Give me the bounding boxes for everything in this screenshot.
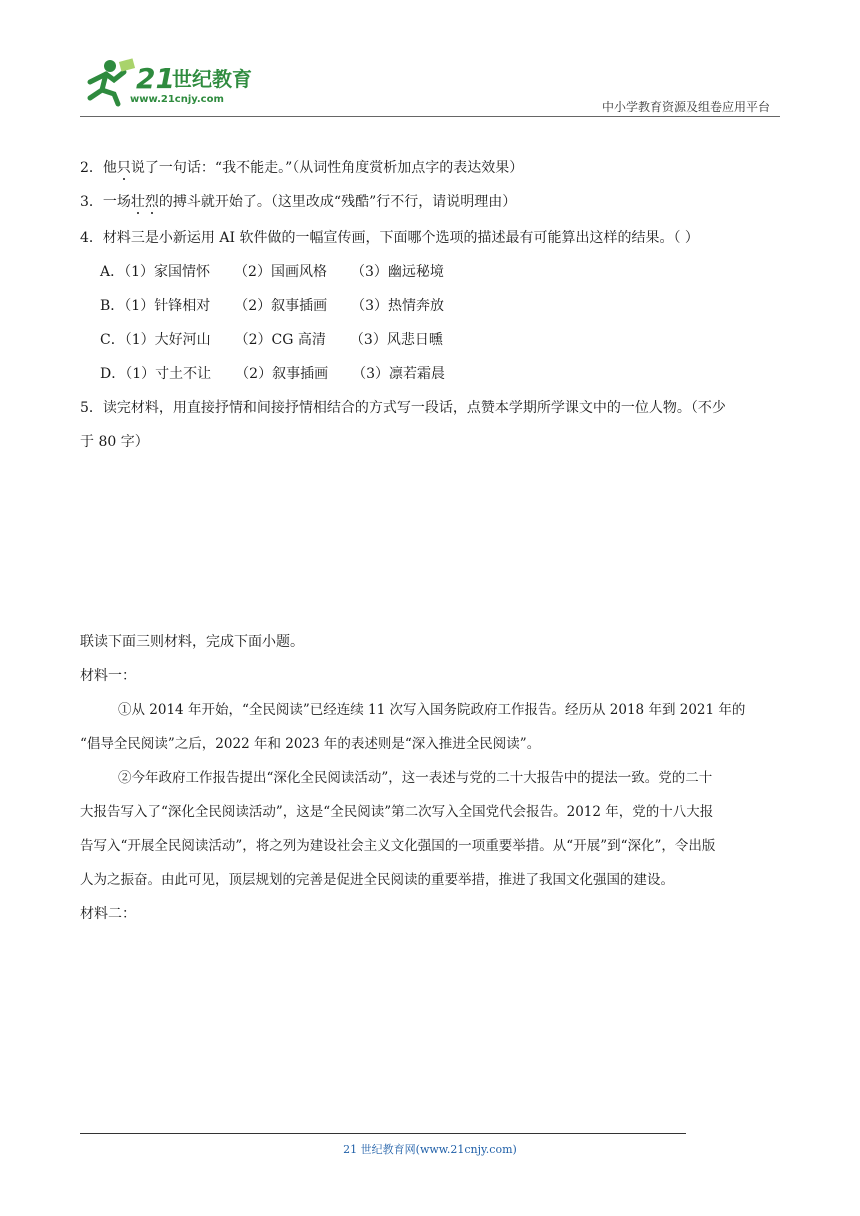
- dotted-char: 烈: [144, 194, 159, 210]
- logo-url: www.21cnjy.com: [130, 94, 224, 105]
- dotted-char: 壮: [130, 194, 145, 210]
- option-b[interactable]: B．（1）针锋相对 （2）叙事插画 （3）热情奔放: [100, 298, 445, 314]
- material-1-para2-line2: 大报告写入了“深化全民阅读活动”，这是“全民阅读”第二次写入全国党代会报告。2012 年，党的十八大报: [80, 804, 714, 820]
- material-1-para1-line2: “倡导全民阅读”之后，2022 年和 2023 年的表述则是“深入推进全民阅读”。: [80, 736, 541, 752]
- option-d[interactable]: D．（1）寸土不让 （2）叙事插画 （3）凛若霜晨: [100, 366, 445, 382]
- header-divider: [80, 116, 780, 117]
- question-5-line2: 于 80 字）: [80, 434, 149, 450]
- material-1-para2-line3: 告写入“开展全民阅读活动”，将之列为建设社会主义文化强国的一项重要举措。从“开展”到“深化”，令出版: [80, 838, 716, 854]
- logo-name: 世纪教育: [172, 67, 252, 91]
- footer-link[interactable]: 21 世纪教育网(www.21cnjy.com): [343, 1143, 517, 1156]
- logo-number: 21: [136, 62, 175, 95]
- question-3: 3．一场壮烈的搏斗就开始了。（这里改成“残酷”行不行，请说明理由）: [80, 194, 517, 210]
- option-a[interactable]: A．（1）家国情怀 （2）国画风格 （3）幽远秘境: [100, 264, 444, 280]
- dotted-char: 只: [116, 160, 131, 176]
- question-5-line1: 5．读完材料，用直接抒情和间接抒情相结合的方式写一段话，点赞本学期所学课文中的一位人物。（不少: [80, 400, 726, 416]
- footer-divider: [80, 1133, 686, 1134]
- runner-icon: [80, 52, 260, 108]
- material-1-para1-line1: ①从 2014 年开始，“全民阅读”已经连续 11 次写入国务院政府工作报告。经历从 2018 年到 2021 年的: [118, 702, 746, 718]
- question-2: 2．他只说了一句话：“我不能走。”（从词性角度赏析加点字的表达效果）: [80, 160, 524, 176]
- platform-title: 中小学教育资源及组卷应用平台: [601, 100, 770, 114]
- site-logo: [80, 52, 260, 108]
- material-1-title: 材料一：: [80, 668, 136, 684]
- reading-intro: 联读下面三则材料，完成下面小题。: [80, 634, 304, 650]
- material-2-title: 材料二：: [80, 906, 136, 922]
- material-1-para2-line4: 人为之振奋。由此可见，顶层规划的完善是促进全民阅读的重要举措，推进了我国文化强国的建设。: [80, 872, 674, 888]
- option-c[interactable]: C．（1）大好河山 （2）CG 高清 （3）风悲日曛: [100, 332, 443, 348]
- material-1-para2-line1: ②今年政府工作报告提出“深化全民阅读活动”，这一表述与党的二十大报告中的提法一致。党的二十: [118, 770, 713, 786]
- question-4: 4．材料三是小新运用 AI 软件做的一幅宣传画，下面哪个选项的描述最有可能算出这样的结果。（ ）: [80, 230, 699, 246]
